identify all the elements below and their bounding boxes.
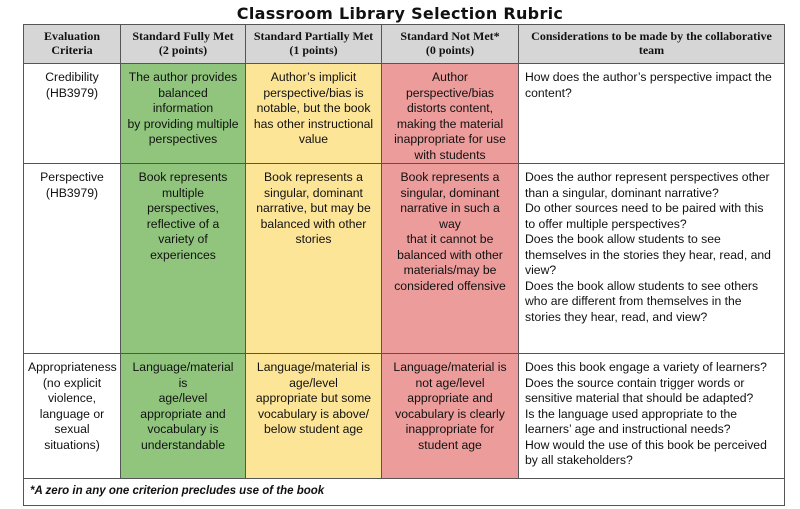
cell-line: Appropriateness <box>28 360 117 374</box>
cell-line: perspectives, <box>147 201 219 215</box>
header-line: (0 points) <box>425 43 475 57</box>
cell-line: reflective of a <box>146 216 220 231</box>
cell-line: Does this book engage a variety of learners? <box>525 360 767 374</box>
cell-line: appropriate and <box>140 406 226 421</box>
table-row <box>24 64 785 164</box>
header-not-met <box>382 25 519 64</box>
cell-line: who are different from themselves in the <box>525 294 742 308</box>
cell-line: multiple <box>162 185 204 200</box>
cell-line: Author <box>432 70 468 84</box>
partially-met-cell <box>246 64 382 164</box>
cell-line: Do other sources need to be paired with this <box>525 201 764 215</box>
cell-line: value <box>298 132 329 146</box>
cell-line: perspective/bias is <box>263 85 364 100</box>
header-line: team <box>638 43 665 57</box>
footnote-row <box>24 479 785 506</box>
cell-line: balanced information <box>152 85 214 115</box>
cell-line: (HB3979) <box>45 85 99 100</box>
cell-line: How does the author’s perspective impact the <box>525 70 772 84</box>
cell-line: vocabulary is above/ <box>257 406 370 421</box>
cell-line: Perspective <box>40 170 104 184</box>
cell-line: Book represents a <box>264 170 363 184</box>
cell-line: considered offensive <box>394 278 506 293</box>
cell-line: Does the author represent perspectives other <box>525 170 770 184</box>
cell-line: The author provides <box>128 70 238 84</box>
cell-line: inappropriate for <box>405 422 495 436</box>
cell-line: appropriate but some <box>255 391 372 405</box>
cell-line: perspective/bias <box>405 85 495 100</box>
header-line: Considerations to be made by the collaborative <box>531 29 772 43</box>
rubric-table <box>23 24 785 506</box>
cell-line: stories they hear, read, and view? <box>525 309 708 324</box>
cell-line: experiences <box>150 247 216 262</box>
partially-met-cell <box>246 354 382 479</box>
header-row <box>24 25 785 64</box>
cell-line: below student age <box>264 422 363 436</box>
cell-line: sensitive material that should be adapted? <box>525 391 754 405</box>
cell-line: appropriate and <box>407 391 493 405</box>
not-met-cell <box>382 64 519 164</box>
cell-line: How would the use of this book be perceived <box>525 437 767 452</box>
cell-line: age/level <box>158 391 208 405</box>
cell-line: balanced with other <box>397 247 503 262</box>
cell-line: Does the source contain trigger words or <box>525 375 745 390</box>
header-criteria <box>24 25 121 64</box>
cell-line: Book represents a <box>400 170 500 184</box>
cell-line: Language/material is <box>256 360 371 374</box>
cell-line: stories <box>295 232 332 246</box>
cell-line: (HB3979) <box>45 185 99 200</box>
footnote: *A zero in any one criterion precludes use of the book <box>24 479 785 506</box>
not-met-cell <box>382 354 519 479</box>
fully-met-cell <box>121 64 246 164</box>
rubric-title: Classroom Library Selection Rubric <box>236 4 564 23</box>
cell-line: Language/material is <box>132 360 234 390</box>
cell-line: violence, <box>47 391 97 405</box>
cell-line: distorts content, <box>406 101 494 115</box>
cell-line: has other instructional <box>253 116 374 131</box>
header-line: Criteria <box>51 43 93 57</box>
cell-line: Is the language used appropriate to the <box>525 406 738 421</box>
partially-met-cell <box>246 164 382 354</box>
fully-met-cell <box>121 164 246 354</box>
not-met-cell <box>382 164 519 354</box>
cell-line: by all stakeholders? <box>525 453 633 467</box>
cell-line: Does the book allow students to see others <box>525 278 759 293</box>
cell-line: sexual <box>54 422 90 436</box>
cell-line: notable, but the book <box>256 101 371 115</box>
criteria-cell <box>24 354 121 479</box>
cell-line: making the material <box>396 116 504 131</box>
header-considerations <box>519 25 785 64</box>
cell-line: Author’s implicit <box>270 70 357 84</box>
cell-line: vocabulary is clearly <box>395 406 505 421</box>
header-line: (1 points) <box>289 43 338 57</box>
header-line: Standard Not Met* <box>400 29 500 43</box>
cell-line: view? <box>525 263 557 277</box>
cell-line: Credibility <box>45 70 99 84</box>
cell-line: perspectives <box>148 132 218 146</box>
cell-line: narrative, but may be <box>256 201 371 215</box>
cell-line: Language/material is <box>393 360 507 374</box>
cell-line: not age/level <box>415 375 485 390</box>
cell-line: language or <box>39 406 105 421</box>
cell-line: age/level <box>289 375 338 390</box>
cell-line: (no explicit <box>42 375 102 390</box>
cell-line: variety of <box>158 232 208 246</box>
table-row <box>24 164 785 354</box>
cell-line: balanced with other <box>260 216 367 231</box>
header-line: (2 points) <box>158 43 208 57</box>
cell-line: singular, dominant <box>400 185 500 200</box>
cell-line: Book represents <box>138 170 228 184</box>
fully-met-cell <box>121 354 246 479</box>
considerations-cell <box>519 164 785 354</box>
header-line: Evaluation <box>43 29 100 43</box>
header-partially-met <box>246 25 382 64</box>
cell-line: themselves in the stories they hear, read, and <box>525 247 771 262</box>
cell-line: than a singular, dominant narrative? <box>525 185 719 200</box>
header-line: Standard Partially Met <box>253 29 374 43</box>
cell-line: content? <box>525 85 572 100</box>
criteria-cell <box>24 64 121 164</box>
cell-line: materials/may be <box>403 263 497 277</box>
cell-line: learners’ age and instructional needs? <box>525 422 731 436</box>
header-fully-met <box>121 25 246 64</box>
header-line: Standard Fully Met <box>132 29 234 43</box>
considerations-cell <box>519 64 785 164</box>
cell-line: student age <box>418 437 482 452</box>
cell-line: by providing multiple <box>127 116 239 131</box>
cell-line: that it cannot be <box>406 232 494 246</box>
cell-line: understandable <box>140 437 226 452</box>
cell-line: with students <box>414 147 486 162</box>
cell-line: inappropriate for use <box>394 132 506 146</box>
cell-line: to offer multiple perspectives? <box>525 216 687 231</box>
cell-line: singular, dominant <box>264 185 363 200</box>
criteria-cell <box>24 164 121 354</box>
cell-line: narrative in such a way <box>400 201 500 231</box>
considerations-cell <box>519 354 785 479</box>
table-row <box>24 354 785 479</box>
cell-line: vocabulary is <box>147 422 219 436</box>
cell-line: situations) <box>44 437 100 452</box>
cell-line: Does the book allow students to see <box>525 232 721 246</box>
